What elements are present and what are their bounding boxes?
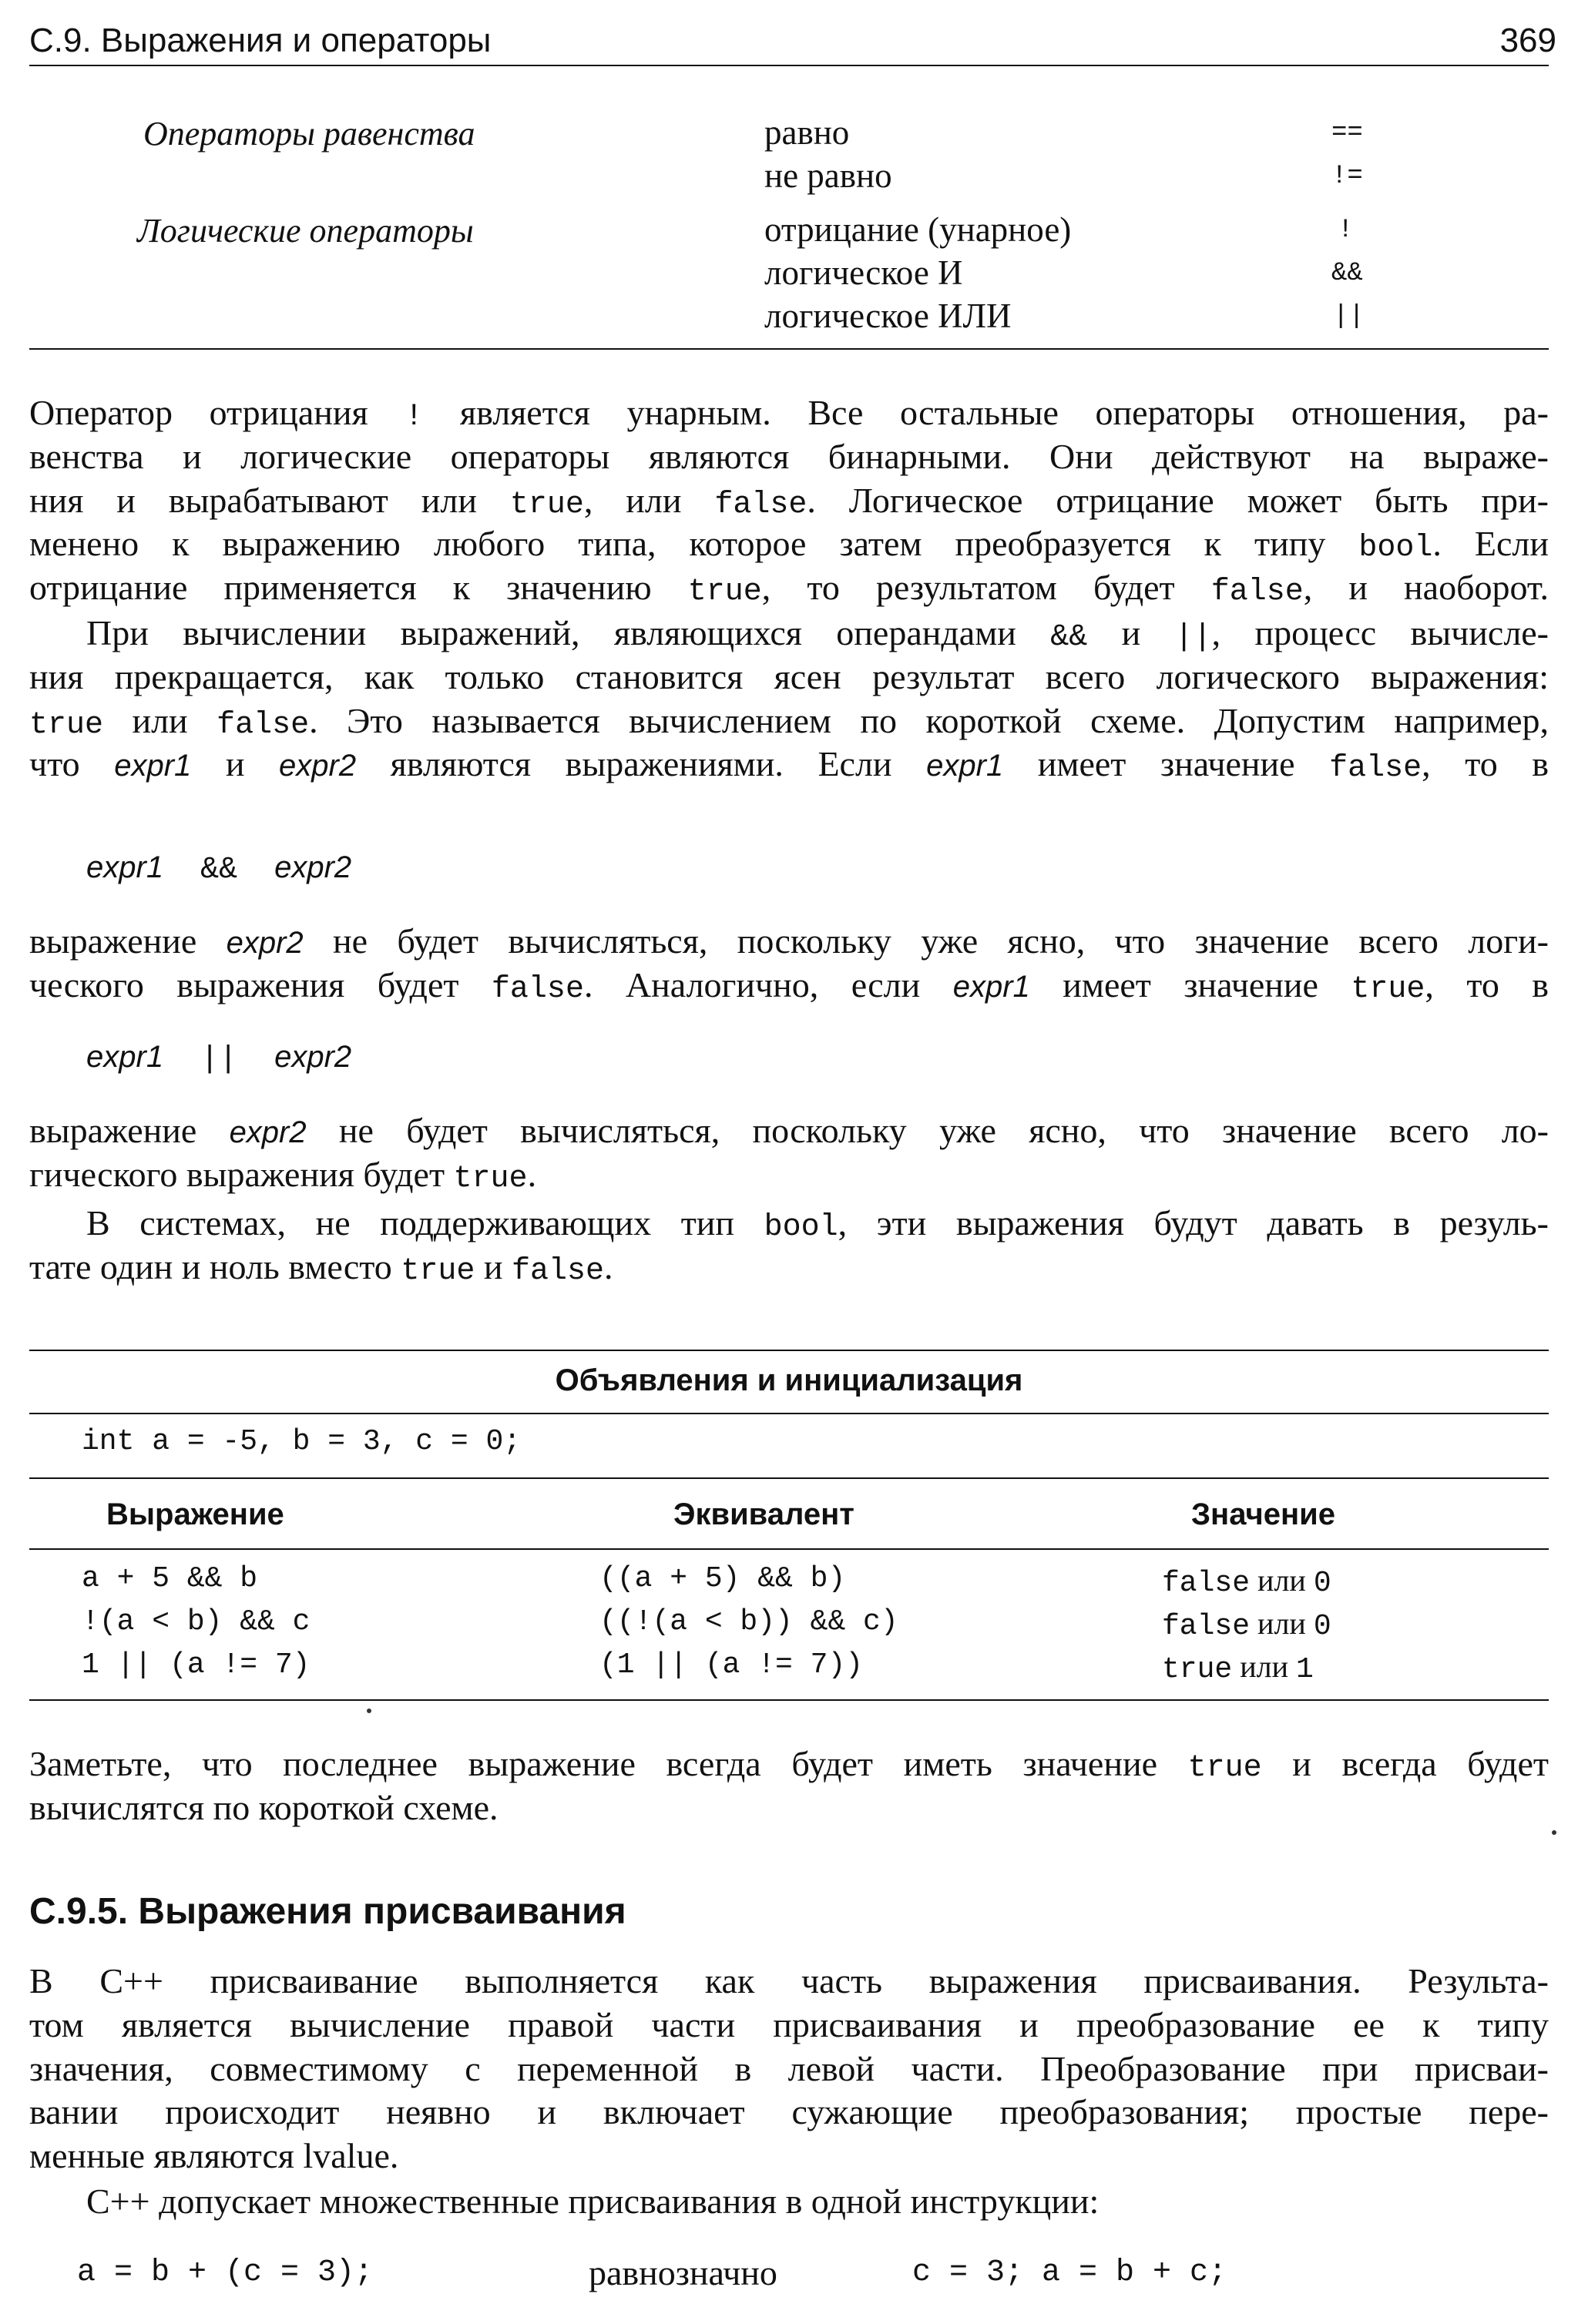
column-header-value: Значение (1191, 1497, 1335, 1531)
table-cell-expression: a + 5 && b (82, 1562, 258, 1595)
category-logical: Логические операторы (137, 212, 474, 250)
column-header-expression: Выражение (106, 1497, 284, 1531)
table-cell-value: false или 0 (1162, 1606, 1331, 1643)
page-number: 369 (1499, 22, 1556, 59)
text-line: Оператор отрицания ! является унарным. Все остальные операторы отношения, ра- (29, 393, 1549, 434)
running-header-section: С.9. Выражения и операторы (29, 22, 492, 59)
text-line: В системах, не поддерживающих тип bool, эти выражения будут давать в резуль- (86, 1203, 1549, 1245)
table-header-rule (29, 1548, 1549, 1550)
table-cell-expression: !(a < b) && c (82, 1605, 311, 1638)
text-line: ния прекращается, как только становится ясен результат всего логического выражения: (29, 656, 1549, 696)
op-symbol: || (1333, 302, 1365, 331)
paragraph-or-explanation (29, 1109, 1549, 1197)
paragraph-short-circuit (29, 612, 1549, 786)
text-line: В C++ присваивание выполняется как часть выражения присваивания. Результа- (29, 1961, 1549, 2000)
op-desc: отрицание (унарное) (764, 210, 1072, 249)
code-assignment-right: c = 3; a = b + c; (912, 2255, 1227, 2290)
text-line: C++ допускает множественные присваивания в одной инструкции: (86, 2181, 1100, 2221)
table-cell-equivalent: ((!(a < b)) && c) (599, 1605, 898, 1638)
table-cell-equivalent: (1 || (a != 7)) (599, 1648, 864, 1682)
section-heading: С.9.5. Выражения присваивания (29, 1891, 626, 1932)
text-line: ческого выражения будет false. Аналогично, если expr1 имеет значение true, то в (29, 964, 1549, 1007)
text-line: При вычислении выражений, являющихся операндами && и ||, процесс вычисле- (86, 613, 1549, 655)
text-line: том является вычисление правой части присваивания и преобразование ее к типу (29, 2004, 1549, 2044)
header-rule (29, 65, 1549, 66)
scan-speck (1552, 1830, 1556, 1835)
op-symbol: ! (1338, 216, 1354, 245)
code-assignment-left: a = b + (c = 3); (77, 2255, 374, 2290)
category-equality: Операторы равенства (143, 115, 475, 153)
code-example-or: expr1 || expr2 (86, 1040, 352, 1077)
text-line: менные являются lvalue. (29, 2136, 399, 2176)
text-line: вании происходит неявно и включает сужающие преобразования; простые пере- (29, 2092, 1549, 2132)
text-line: true или false. Это называется вычислением по короткой схеме. Допустим например, (29, 700, 1549, 743)
table-title-rule (29, 1413, 1549, 1414)
code-example-and: expr1 && expr2 (86, 850, 352, 887)
paragraph-assignment (29, 1960, 1549, 2178)
table-title: Объявления и инициализация (555, 1363, 1023, 1397)
text-line: отрицание применяется к значению true, то результатом будет false, и наоборот. (29, 568, 1549, 610)
text-line: выражение expr2 не будет вычисляться, поскольку уже ясно, что значение всего логи- (29, 921, 1549, 961)
table-cell-value: true или 1 (1162, 1649, 1314, 1686)
op-desc: логическое ИЛИ (764, 297, 1012, 335)
op-symbol: != (1331, 162, 1363, 191)
text-line: гического выражения будет true. (29, 1154, 537, 1196)
text-line: что expr1 и expr2 являются выражениями. Если expr1 имеет значение false, то в (29, 744, 1549, 786)
text-line: значения, совместимому с переменной в левой части. Преобразование при присваи- (29, 2048, 1549, 2088)
table-bottom-rule (29, 1699, 1549, 1701)
text-line: выражение expr2 не будет вычисляться, поскольку уже ясно, что значение всего ло- (29, 1111, 1549, 1150)
operator-table-bottom-rule (29, 348, 1549, 350)
table-cell-value: false или 0 (1162, 1563, 1331, 1600)
text-line: вычислятся по короткой схеме. (29, 1787, 499, 1827)
paragraph-negation (29, 391, 1549, 610)
text-line: Заметьте, что последнее выражение всегда будет иметь значение true и всегда будет (29, 1744, 1549, 1786)
op-symbol: && (1331, 259, 1363, 288)
table-cell-expression: 1 || (a != 7) (82, 1648, 311, 1682)
paragraph-and-explanation (29, 920, 1549, 1008)
op-desc: не равно (764, 156, 892, 195)
declaration-code: int a = -5, b = 3, c = 0; (82, 1425, 522, 1458)
text-line: венства и логические операторы являются бинарными. Они действуют на выраже- (29, 436, 1549, 476)
op-symbol: == (1331, 119, 1363, 148)
op-desc: логическое И (764, 253, 963, 292)
equivalence-word: равнозначно (589, 2253, 777, 2292)
paragraph-multiple-assignment (29, 2180, 1549, 2224)
text-line: менено к выражению любого типа, которое затем преобразуется к типу bool. Если (29, 524, 1549, 566)
table-top-rule (29, 1350, 1549, 1351)
op-desc: равно (764, 113, 850, 152)
paragraph-note (29, 1742, 1549, 1830)
paragraph-no-bool (29, 1202, 1549, 1289)
table-decl-rule (29, 1477, 1549, 1479)
text-line: тате один и ноль вместо true и false. (29, 1246, 613, 1289)
scan-speck (367, 1709, 371, 1713)
text-line: ния и вырабатывают или true, или false. Логическое отрицание может быть при- (29, 480, 1549, 522)
table-cell-equivalent: ((a + 5) && b) (599, 1562, 846, 1595)
column-header-equivalent: Эквивалент (673, 1497, 854, 1531)
